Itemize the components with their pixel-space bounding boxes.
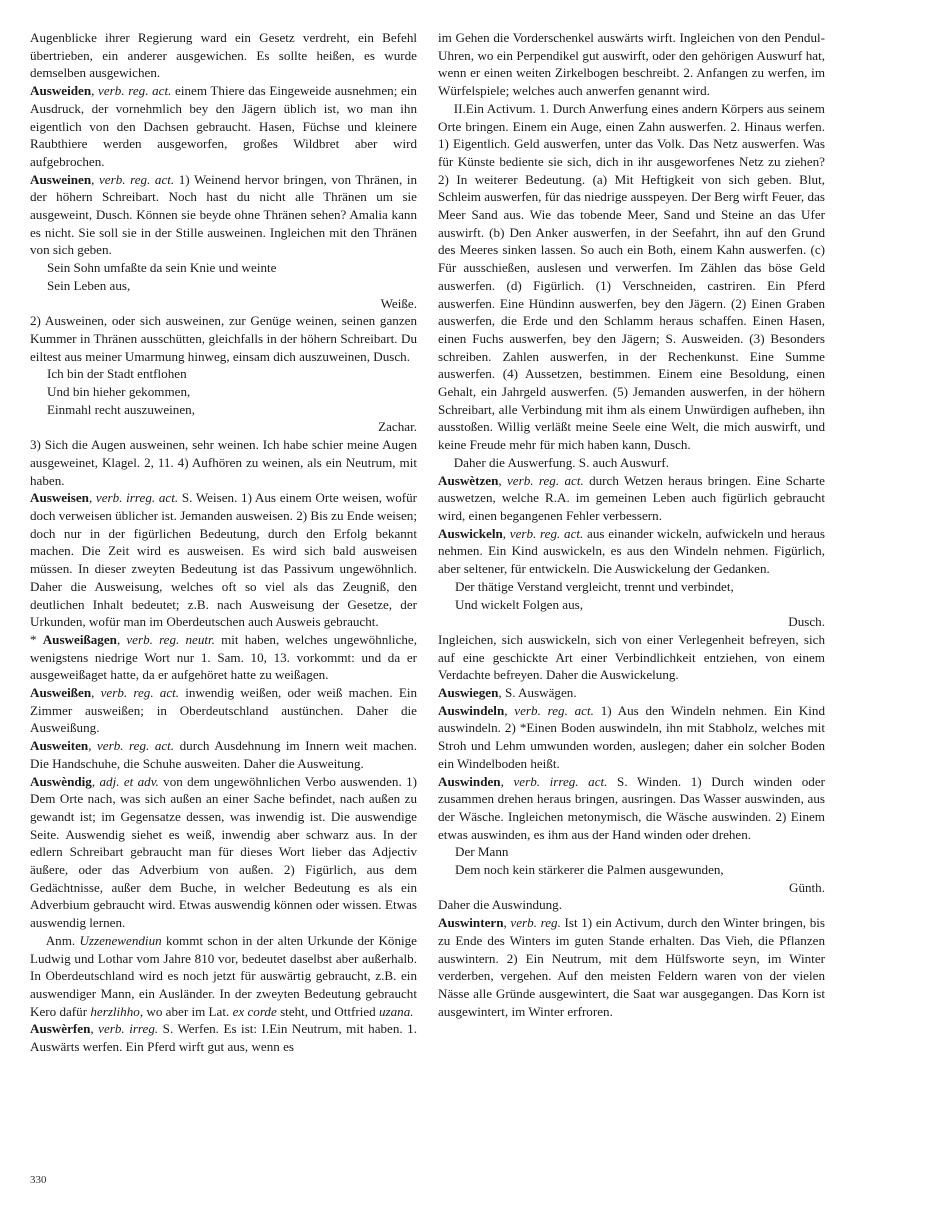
verse-line: [47, 365, 417, 383]
body-text: wo aber im Lat.: [143, 1003, 233, 1019]
body-text: Weiße.: [380, 295, 417, 311]
italic-text: herzlihho,: [90, 1003, 144, 1019]
body-text: von dem ungewöhnlichen Verbo auswenden. 1) Dem Orte nach, was sich außen an einer Sache befindet, nach außen zu gewandt ist; im Gegensatze dessen, was inwendig ist. Die auswendige Seite. Auswendig siehet es weiß, inwendig aber schwarz aus. In der edlern Schreibart gebraucht man für dieses Wort lieber das Adjectiv äußere, oder das Adverbium von außen. 2) Figürlich, aus dem Gedächtnisse, außer dem Buche, in welcher Bedeutung es als ein Adverbium gebraucht wird. Etwas auswendig können oder wissen. Etwas auswendig lernen.: [30, 773, 417, 931]
body-text: Daher die Auswerfung. S. auch Auswurf.: [453, 454, 669, 470]
body-text: ,: [500, 773, 514, 789]
headword: Ausweiten: [30, 738, 89, 754]
headword: Ausweisen: [30, 490, 89, 506]
headword: Auswinden: [438, 773, 501, 789]
body-text: ,: [503, 915, 511, 931]
body-text: Ingleichen, sich auswickeln, sich von einer Verlegenheit befreyen, sich auf eine geschickte Art einer Verbindlichkeit entziehen, von einem Verdachte befreyen. Daher die Auswickelung.: [438, 631, 825, 683]
body-text: S. Weisen. 1) Aus einem Orte weisen, wofür doch verweisen üblicher ist. Jemanden ausweisen. 2) Bis zu Ende weisen; doch nur in der figürlichen Bedeutung, durch den Erfolg bekannt machen. Die Zeit wird es ausweisen. Es wird sich bald ausweisen müssen. In dieser zweyten Bedeutung ist das Passivum ungewöhnlich. Daher die Ausweisung, welches oft so viel als das Zeugniß, den deutlichen Inhalt bedeutet; z.B. nach Ausweisung der Gesetze, der Urkunden, wofür man im Oberdeutschen auch Ausweis gebraucht.: [30, 490, 418, 630]
entry-paragraph: [438, 773, 825, 844]
left-column: [30, 29, 417, 1056]
body-text: ,: [91, 773, 100, 789]
headword: Auswintern: [438, 915, 504, 931]
body-text: ,: [116, 631, 127, 647]
body-text: mit haben, welches ungewöhnliche, wenigstens niedrige Wort nur 1. Sam. 10, 13. vorkommt: und da er ausgeweißaget hatte, da er aufgehöret hatte zu weißagen.: [30, 631, 418, 683]
headword: Ausweißagen: [42, 631, 117, 647]
body-text: ,: [498, 472, 507, 488]
body-text: 1) Aus den Windeln nehmen. Ein Kind auswindeln. 2) *Einen Boden auswindeln, ihn mit Stabholz, welches mit Stroh und Lehm umwunden worden, auslegen; daher ein solcher Boden ein Windelboden heißt.: [438, 702, 825, 771]
entry-paragraph: [438, 29, 825, 100]
entry-paragraph: [438, 914, 825, 1020]
body-text: im Gehen die Vorderschenkel auswärts wirft. Ingleichen von den Pendul-Uhren, wo ein Perpendikel gut auswirft, oder den gehörigen Auswurf hat, wenn er einen weiten Zirkelbogen beschreibt. 2. Anfangen zu werfen, im Würfelspiele; welches auch anwerfen genannt wird.: [438, 30, 825, 99]
italic-text: adj. et adv.: [99, 773, 159, 789]
italic-text: ex corde: [232, 1003, 277, 1019]
body-text: Sein Leben aus,: [47, 277, 131, 293]
entry-paragraph: [438, 896, 825, 914]
italic-text: verb. reg. act.: [98, 171, 175, 187]
italic-text: verb. irreg.: [98, 1021, 159, 1037]
quote-attribution: [30, 418, 417, 436]
verse-line: [455, 843, 825, 861]
entry-paragraph: [30, 773, 417, 932]
body-text: ,: [90, 1021, 99, 1037]
verse-line: [455, 578, 825, 596]
body-text: steht, und Ottfried: [276, 1003, 379, 1019]
verse-line: [47, 383, 417, 401]
body-text: II.Ein Activum. 1. Durch Anwerfung eines andern Körpers aus seinem Orte bringen. Einem ein Auge, einen Zahn auswerfen. 2. Hinaus werfen. 1) Eigentlich. Geld auswerfen, unter das Volk. Das Netz auswerfen. Was für Künste bediente sie sich, dich in ihr ausgeworfenes Netz zu ziehen? 2) In weiterer Bedeutung. (a) Mit Heftigkeit von sich geben. Blut, Schleim auswerfen, für das niedrige ausspeyen. Der Berg wirft Feuer, das Meer Sand aus. Wie das tobende Meer, Sand und Steine an das Ufer auswirft. (b) Den Anker auswerfen, in der Seefahrt, ihn auf den Grund des Meeres sinken lassen. So auch ein Both, einem Kahn auswerfen. (c) Für ausschießen, auslesen und verwerfen. Im Zählen das böse Geld auswerfen. (d) Figürlich. (1) Verschneiden, castriren. Ein Pferd auswerfen. Eine Hündinn auswerfen, bey den Jägern. (2) Einen Graben auswerfen, die Erde und den Schlamm heraus schaffen. Einen Hasen, einen Fuchs auswerfen, bey den Jägern; S. Ausweiden. (3) Besonders schreiben. Zahlen auswerfen, in der Rechenkunst. Eine Summe auswerfen. (4) Aussetzen, bestimmen. Einem eine Besoldung, einen Gehalt, ein Jahrgeld auswerfen. (5) Jemanden auswerfen, in der höhern Schreibart, alle Verbindung mit ihm als einem Unwürdigen aufheben, ihn ausstoßen. Willig verläßt meine Seele eine Welt, die mich auswirft, und keine Freude mehr für mich haben kann, Dusch.: [438, 100, 825, 453]
entry-paragraph: [438, 525, 825, 578]
right-column: [438, 29, 825, 1020]
headword: Auswindeln: [438, 702, 505, 718]
verse-line: [455, 596, 825, 614]
body-text: Zachar.: [378, 419, 417, 435]
italic-text: verb. reg. act.: [509, 525, 584, 541]
body-text: ,: [502, 525, 510, 541]
page-number: 330: [30, 1174, 47, 1186]
entry-paragraph: [438, 702, 825, 773]
italic-text: verb. reg. act.: [100, 685, 180, 701]
entry-paragraph: [30, 312, 417, 365]
quote-attribution: [438, 613, 825, 631]
headword: Auswèndig: [30, 773, 92, 789]
headword: Ausweinen: [30, 171, 92, 187]
body-text: S. Werfen. Es ist: I.Ein Neutrum, mit haben. 1. Auswärts werfen. Ein Pferd wirft gut aus, wenn es: [30, 1021, 418, 1055]
body-text: aus einander wickeln, aufwickeln und heraus nehmen. Ein Kind auswickeln, es aus den Windeln nehmen. Figürlich, aber seltener, für entwickeln. Die Auswickelung der Gedanken.: [438, 525, 825, 577]
body-text: Ist 1) ein Activum, durch den Winter bringen, bis zu Ende des Winters im guten Stande erhalten. Das Vieh, die Pflanzen auswintern. 2) Ein Neutrum, mit dem Hülfsworte seyn, im Winter verderben, vergehen. Auf den meisten Feldern waren von der vielen Nässe alle Gründe ausgewintert, die Saat war ausgegangen. Das Korn ist ausgewintert, im Winter erfroren.: [438, 915, 825, 1019]
italic-text: verb. irreg. act.: [513, 773, 608, 789]
body-text: ,: [88, 490, 96, 506]
body-text: , S. Auswägen.: [498, 685, 577, 701]
entry-paragraph: [30, 171, 417, 260]
italic-text: verb. irreg. act.: [95, 490, 179, 506]
body-text: ,: [88, 738, 97, 754]
body-text: Und wickelt Folgen aus,: [455, 596, 584, 612]
indented-paragraph: [438, 100, 825, 454]
body-text: Daher die Auswindung.: [438, 897, 563, 913]
entry-paragraph: [30, 29, 417, 82]
body-text: Der Mann: [455, 844, 509, 860]
entry-paragraph: [438, 684, 825, 702]
headword: Ausweißen: [30, 685, 92, 701]
body-text: einem Thiere das Eingeweide ausnehmen; ein Ausdruck, der vornehmlich bey den Jägern üblich ist, wo man ihn eigentlich von den Dachsen gebraucht. Hasen, Füchse und kleinere Raubthiere werden ausgeworfen, großes Wildbret aber wird aufgebrochen.: [30, 83, 417, 169]
body-text: Augenblicke ihrer Regierung ward ein Gesetz verdreht, ein Befehl übertrieben, ein anderer ausgewichen. Es sollte heißen, es wurde demselben ausgewichen.: [30, 30, 417, 81]
headword: Auswiegen: [438, 685, 499, 701]
headword: Auswickeln: [438, 525, 503, 541]
body-text: Günth.: [788, 879, 825, 895]
body-text: Einmahl recht auszuweinen,: [47, 401, 195, 417]
body-text: Anm.: [45, 932, 80, 948]
body-text: durch Wetzen heraus bringen. Eine Scharte auswetzen, welche R.A. im gemeinen Leben auch figürlich gebraucht wird, einen begangenen Fehler verbessern.: [438, 472, 825, 523]
body-text: Ich bin der Stadt entflohen: [47, 366, 187, 382]
italic-text: verb. reg.: [510, 915, 561, 931]
italic-text: verb. reg. act.: [507, 472, 584, 488]
verse-line: [47, 277, 417, 295]
body-text: Dem noch kein stärkerer die Palmen ausgewunden,: [455, 862, 724, 878]
indented-paragraph: [30, 932, 417, 1021]
quote-attribution: [438, 879, 825, 897]
entry-paragraph: [30, 489, 417, 631]
entry-paragraph: [30, 737, 417, 772]
headword: Auswèrfen: [30, 1021, 91, 1037]
entry-paragraph: [30, 82, 417, 171]
italic-text: verb. reg. act.: [98, 83, 172, 99]
body-text: durch Ausdehnung im Innern weit machen. Die Handschuhe, die Schuhe ausweiten. Daher die Ausweitung.: [30, 738, 417, 771]
body-text: ,: [504, 702, 515, 718]
verse-line: [47, 401, 417, 419]
body-text: ,: [91, 171, 99, 187]
entry-paragraph: [30, 684, 417, 737]
body-text: 1) Weinend hervor bringen, von Thränen, in der höhern Schreibart. Noch hast du nicht alle Thränen um sie ausgeweint, Dusch. Können sie beyde ohne Thränen sehen? Amalia kann es nicht. Sie soll sie in der Stille ausweinen. Ingleichen mit den Thränen von sich geben.: [30, 171, 418, 258]
headword: Auswètzen: [438, 472, 499, 488]
headword: Ausweiden: [30, 83, 92, 99]
italic-text: uzana.: [378, 1003, 414, 1019]
body-text: kommt schon in der alten Urkunde der Könige Ludwig und Lothar vom Jahre 810 vor, bedeutet daselbst aber außerhalb. In Oberdeutschland wird es noch jetzt für auswärtig gebraucht, z.B. ein auswendiger Mann, ein Ausländer. In der zweyten Bedeutung gebraucht Kero dafür: [30, 932, 417, 1019]
entry-paragraph: [30, 436, 417, 489]
italic-text: Uzzenewendiun: [79, 932, 162, 948]
entry-paragraph: [438, 631, 825, 684]
verse-line: [47, 259, 417, 277]
verse-line: [455, 861, 825, 879]
body-text: ,: [91, 83, 99, 99]
body-text: 3) Sich die Augen ausweinen, sehr weinen. Ich habe schier meine Augen ausgeweinet, Klagel. 2, 11. 4) Aufhören zu weinen, als ein Neutrum, mit haben.: [30, 437, 417, 488]
body-text: *: [30, 631, 43, 647]
body-text: Und bin hieher gekommen,: [47, 384, 191, 400]
entry-paragraph: [438, 472, 825, 525]
body-text: Sein Sohn umfaßte da sein Knie und weinte: [47, 260, 277, 276]
italic-text: verb. reg. neutr.: [126, 631, 215, 647]
entry-paragraph: [30, 1020, 417, 1055]
body-text: Der thätige Verstand vergleicht, trennt und verbindet,: [455, 578, 734, 594]
body-text: inwendig weißen, oder weiß machen. Ein Zimmer ausweißen; in Oberdeutschland austünchen. Daher die Ausweißung.: [30, 685, 418, 736]
body-text: S. Winden. 1) Durch winden oder zusammen drehen heraus bringen, ausringen. Das Wasser auswinden, aus der Wäsche. Ingleichen metonymisch, die Wäsche auswinden. 2) Einem etwas auswinden, es ihm aus der Hand winden oder drehen.: [438, 773, 825, 842]
quote-attribution: [30, 295, 417, 313]
italic-text: verb. reg. act.: [514, 702, 594, 718]
body-text: ,: [91, 685, 101, 701]
body-text: Dusch.: [788, 614, 825, 630]
indented-paragraph: [438, 454, 825, 472]
italic-text: verb. reg. act.: [97, 738, 175, 754]
body-text: 2) Ausweinen, oder sich ausweinen, zur Genüge weinen, seinen ganzen Kummer in Thränen ausschütten, gleichfalls in der höhern Schreibart. Du eiltest aus meiner Umarmung hinweg, einsam dich auszuweinen, Dusch.: [30, 313, 417, 364]
entry-paragraph: [30, 631, 417, 684]
